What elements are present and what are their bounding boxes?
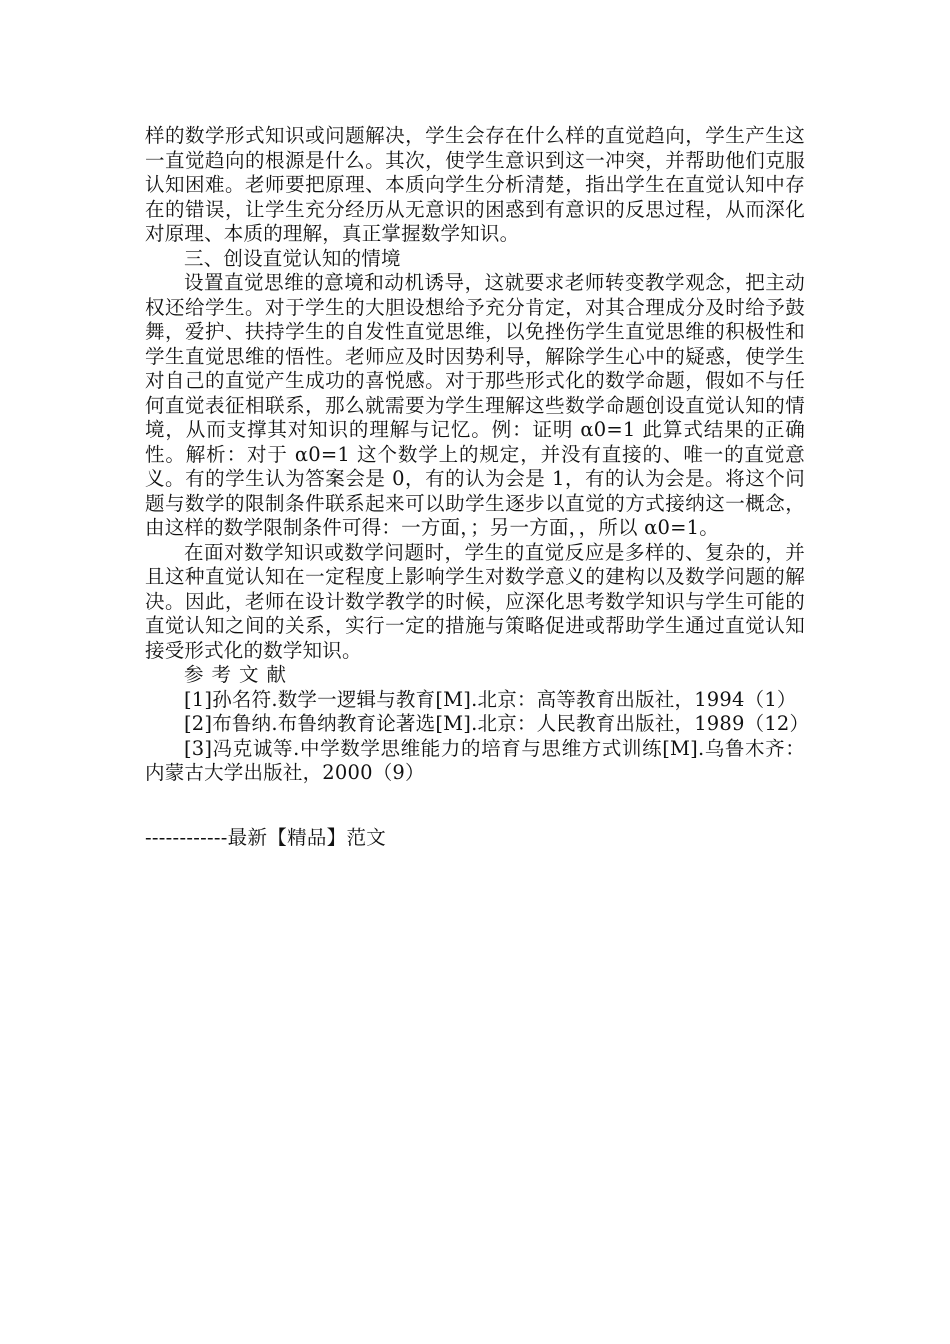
reference-item-2: [2]布鲁纳.布鲁纳教育论著选[M].北京：人民教育出版社，1989（12） [184,712,810,735]
references-title: 参考文献 [184,663,295,686]
footer-text: ------------最新【精品】范文 [145,825,387,849]
reference-item-3: [3]冯克诚等.中学数学思维能力的培育与思维方式训练[M].乌鲁木齐：内蒙古大学出版社，2000（9） [145,736,805,784]
body-paragraph-2: 设置直觉思维的意境和动机诱导，这就要求老师转变教学观念，把主动权还给学生。对于学生的大胆设想给予充分肯定，对其合理成分及时给予鼓舞，爱护、扶持学生的自发性直觉思维，以免挫伤学生直觉思维的积极性和学生直觉思维的悟性。老师应及时因势利导，解除学生心中的疑惑，使学生对自己的直觉产生成功的喜悦感。对于那些形式化的数学命题，假如不与任何直觉表征相联系，那么就需要为学生理解这些数学命题创设直觉认知的情境，从而支撑其对知识的理解与记忆。例：证明 α0=1 此算式结果的正确性。解析：对于 α0=1 这个数学上的规定，并没有直接的、唯一的直觉意义。有的学生认为答案会是 0，有的认为会是 1，有的认为会是。将这个问题与数学的限制条件联系起来可以助学生逐步以直觉的方式接纳这一概念，由这样的数学限制条件可得：一方面，；另一方面，，所以 α0=1。 [145,271,805,539]
document-page [145,124,810,850]
reference-item-1: [1]孙名符.数学一逻辑与教育[M].北京：高等教育出版社，1994（1） [184,687,797,711]
body-paragraph-1: 样的数学形式知识或问题解决，学生会存在什么样的直觉趋向，学生产生这一直觉趋向的根源是什么。其次，使学生意识到这一冲突，并帮助他们克服认知困难。老师要把原理、本质向学生分析清楚，指出学生在直觉认知中存在的错误，让学生充分经历从无意识的困惑到有意识的反思过程，从而深化对原理、本质的理解，真正掌握数学知识。 [145,124,805,245]
section-heading: 三、创设直觉认知的情境 [184,246,401,270]
body-paragraph-3: 在面对数学知识或数学问题时，学生的直觉反应是多样的、复杂的，并且这种直觉认知在一定程度上影响学生对数学意义的建构以及数学问题的解决。因此，老师在设计数学教学的时候，应深化思考数学知识与学生可能的直觉认知之间的关系，实行一定的措施与策略促进或帮助学生通过直觉认知接受形式化的数学知识。 [145,540,805,662]
